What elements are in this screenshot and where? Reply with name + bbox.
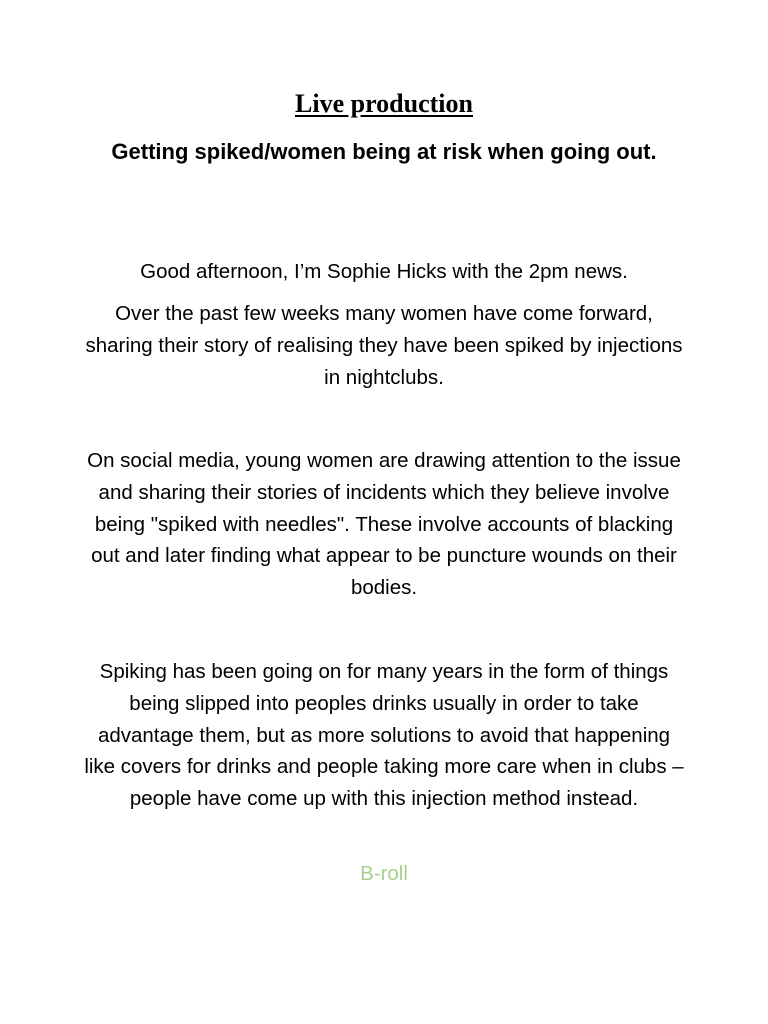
b-roll-cue: B-roll	[360, 862, 408, 885]
paragraph-intro: Over the past few weeks many women have come forward, sharing their story of realising they have been spiked by injections in nightclubs.	[85, 302, 683, 389]
paragraph-background: Spiking has been going on for many years in the form of things being slipped into peoples drinks usually in order to take advantage them, but as more solutions to avoid that happening like covers for drinks and people taking more care when in clubs – people have come up with this injection method instead.	[84, 660, 684, 811]
paragraph-social-media: On social media, young women are drawing attention to the issue and sharing their stories of incidents which they believe involve being "spiked with needles". These involve accounts of blacking out and later finding what appear to be puncture wounds on their bodies.	[87, 449, 681, 600]
document-title: Live production	[295, 89, 473, 118]
document-subtitle: Getting spiked/women being at risk when going out.	[111, 139, 657, 164]
paragraph-greeting: Good afternoon, I’m Sophie Hicks with the 2pm news.	[140, 260, 628, 283]
